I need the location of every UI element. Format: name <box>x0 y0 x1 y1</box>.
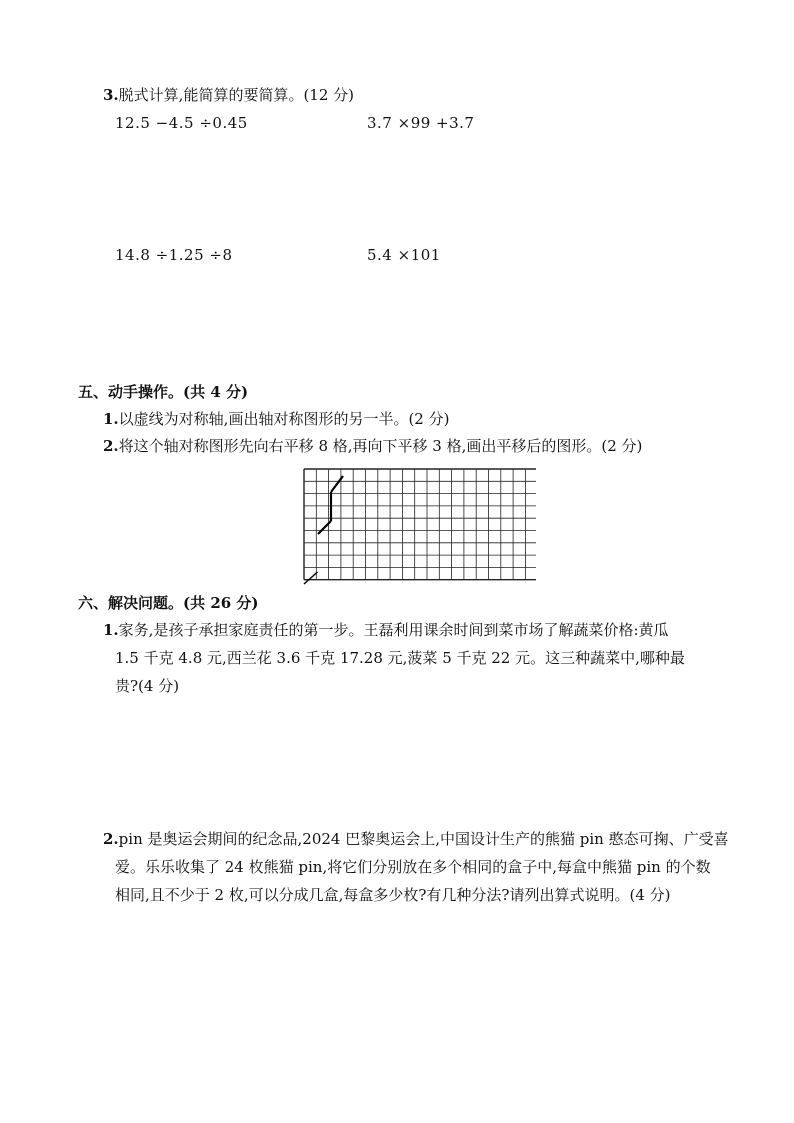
section-6-question-2-line-1 <box>103 829 729 849</box>
outer-border-corner <box>304 572 318 584</box>
question-number: 1. <box>103 410 119 428</box>
section-6-question-1-line-3: 贵?(4 分) <box>115 677 180 695</box>
section-5-question-1 <box>103 409 449 429</box>
expression-2: 3.7 ×99 +3.7 <box>367 114 475 132</box>
section-6-question-1-line-1 <box>103 620 669 640</box>
expression-4: 5.4 ×101 <box>367 246 441 264</box>
question-number: 1. <box>103 621 119 639</box>
question-text: pin 是奥运会期间的纪念品,2024 巴黎奥运会上,中国设计生产的熊猫 pin 憨态可掬、广受喜 <box>118 830 729 848</box>
expression-3: 14.8 ÷1.25 ÷8 <box>115 246 233 264</box>
question-text: 将这个轴对称图形先向右平移 8 格,再向下平移 3 格,画出平移后的图形。(2 分) <box>118 437 643 455</box>
section-6-question-2-line-3: 相同,且不少于 2 枚,可以分成几盒,每盒多少枚?有几种分法?请列出算式说明。(4 分) <box>115 886 671 904</box>
question-text: 脱式计算,能简算的要简算。(12 分) <box>118 86 355 104</box>
section-6-question-1-line-2: 1.5 千克 4.8 元,西兰花 3.6 千克 17.28 元,菠菜 5 千克 22 元。这三种蔬菜中,哪种最 <box>115 649 685 667</box>
question-3 <box>103 85 354 105</box>
section-5-question-2 <box>103 436 642 456</box>
section-6-heading: 六、解决问题。(共 26 分) <box>78 594 259 612</box>
expression-1: 12.5 −4.5 ÷0.45 <box>115 114 248 132</box>
figure-lower-slant <box>318 521 331 534</box>
question-number: 3. <box>103 86 119 104</box>
square-grid <box>300 465 536 586</box>
question-text: 以虚线为对称轴,画出轴对称图形的另一半。(2 分) <box>118 410 450 428</box>
section-5-heading: 五、动手操作。(共 4 分) <box>78 383 249 401</box>
grid-lines <box>304 469 536 580</box>
question-number: 2. <box>103 830 119 848</box>
question-text: 家务,是孩子承担家庭责任的第一步。王磊利用课余时间到菜市场了解蔬菜价格:黄瓜 <box>118 621 669 639</box>
question-number: 2. <box>103 437 119 455</box>
section-6-question-2-line-2: 爱。乐乐收集了 24 枚熊猫 pin,将它们分别放在多个相同的盒子中,每盒中熊猫 pin 的个数 <box>115 858 711 876</box>
